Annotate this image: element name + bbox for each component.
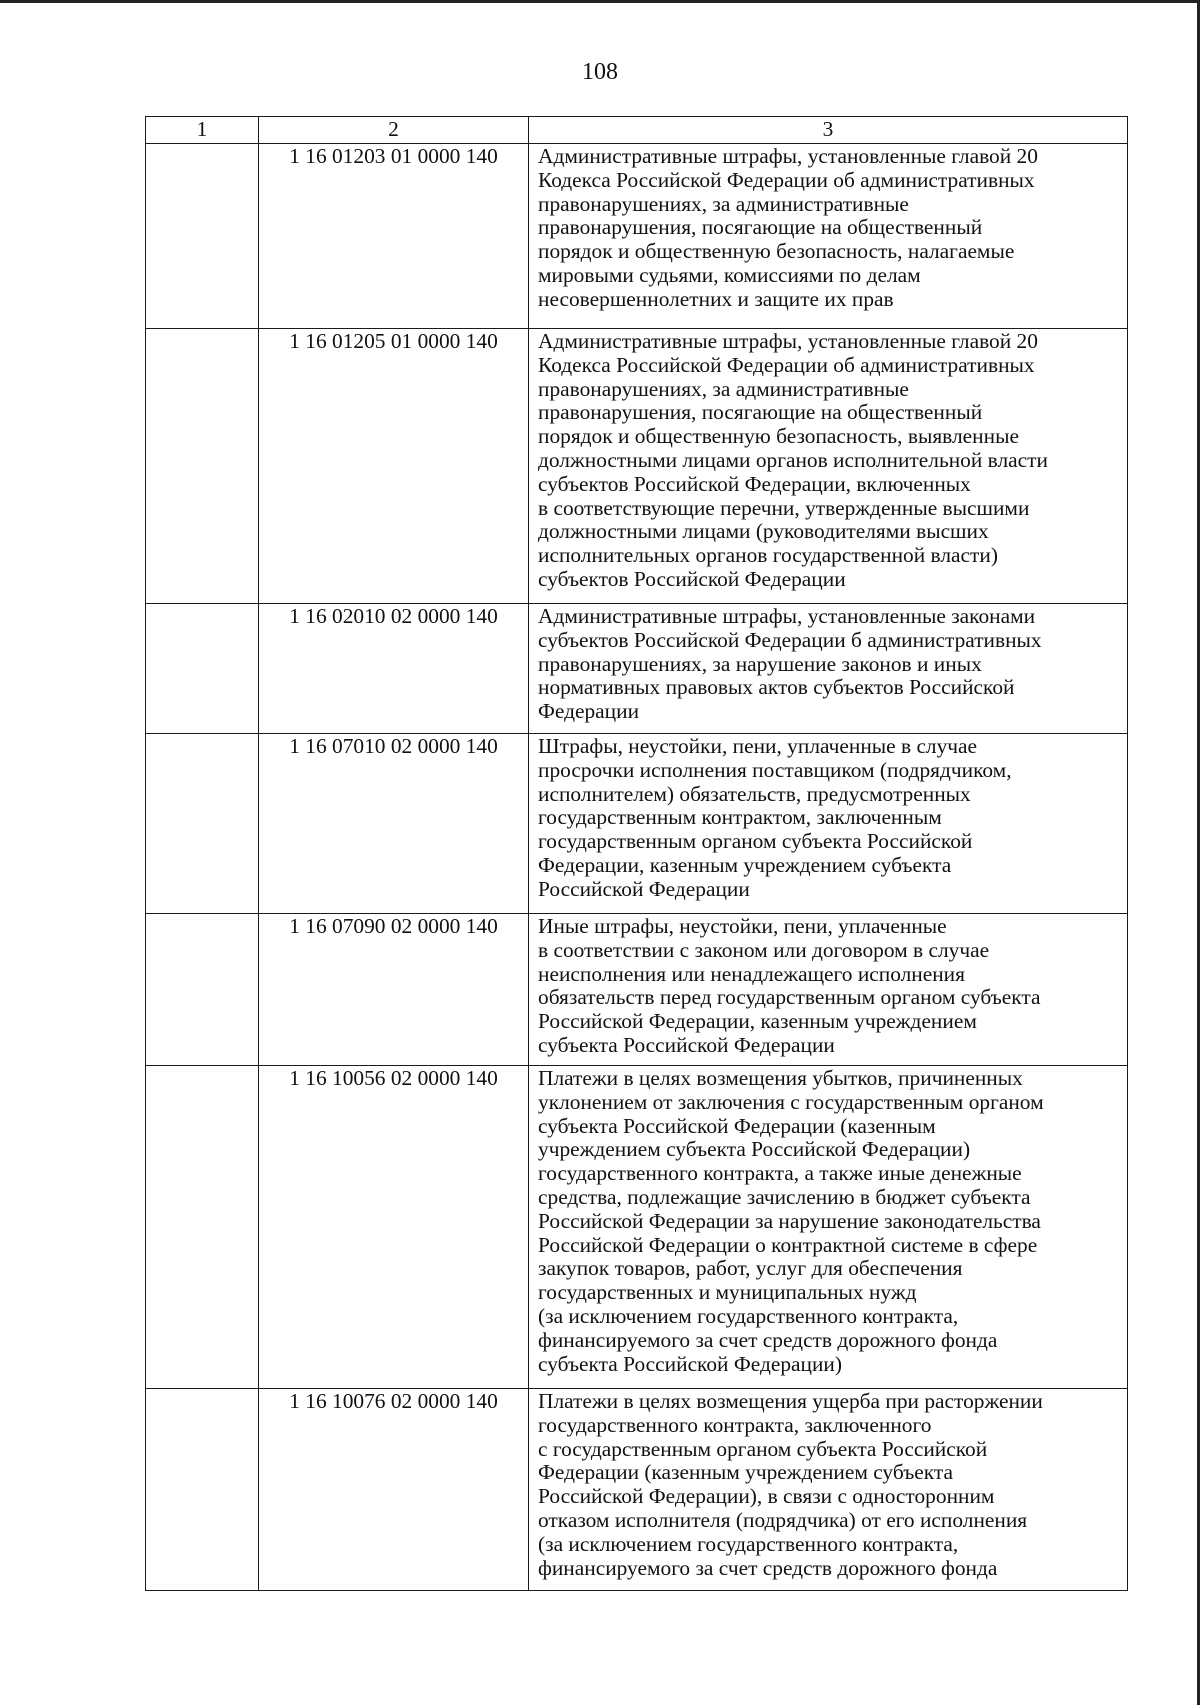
- table-header-row: [146, 117, 1128, 144]
- income-description: Административные штрафы, установленные законами субъектов Российской Федерации б административных правонарушениях, за нарушение законов и иных нормативных правовых актов субъектов Российской Федерации: [529, 604, 1128, 734]
- income-description: Штрафы, неустойки, пени, уплаченные в случае просрочки исполнения поставщиком (подрядчиком, исполнителем) обязательств, предусмотренных государственным контрактом, заключенным государственным органом субъекта Российской Федерации, казенным учреждением субъекта Российской Федерации: [529, 734, 1128, 914]
- row-col1-cell: [146, 604, 259, 734]
- income-description: Административные штрафы, установленные главой 20 Кодекса Российской Федерации об административных правонарушениях, за административные правонарушения, посягающие на общественный порядок и общественную безопасность, выявленные должностными лицами органов исполнительной власти субъектов Российской Федерации, включенных в соответствующие перечни, утвержденные высшими должностными лицами (руководителями высших исполнительных органов государственной власти) субъектов Российской Федерации: [529, 329, 1128, 604]
- budget-code: 1 16 10056 02 0000 140: [259, 1066, 529, 1389]
- row-col1-cell: [146, 734, 259, 914]
- table-row: [146, 734, 1128, 914]
- row-col1-cell: [146, 1389, 259, 1591]
- scan-edge-top: [0, 0, 1200, 3]
- page-number: 108: [582, 59, 618, 85]
- table-row: [146, 914, 1128, 1066]
- row-col1-cell: [146, 1066, 259, 1389]
- table-row: [146, 144, 1128, 329]
- budget-code-table: [145, 116, 1128, 1591]
- table-row: [146, 329, 1128, 604]
- table-row: [146, 1066, 1128, 1389]
- budget-code: 1 16 01205 01 0000 140: [259, 329, 529, 604]
- table-row: [146, 604, 1128, 734]
- table-row: [146, 1389, 1128, 1591]
- column-header-1: 1: [146, 117, 259, 144]
- income-description: Административные штрафы, установленные главой 20 Кодекса Российской Федерации об административных правонарушениях, за административные правонарушения, посягающие на общественный порядок и общественную безопасность, налагаемые мировыми судьями, комиссиями по делам несовершеннолетних и защите их прав: [529, 144, 1128, 329]
- budget-code: 1 16 01203 01 0000 140: [259, 144, 529, 329]
- row-col1-cell: [146, 329, 259, 604]
- row-col1-cell: [146, 144, 259, 329]
- budget-code: 1 16 07090 02 0000 140: [259, 914, 529, 1066]
- income-description: Платежи в целях возмещения убытков, причиненных уклонением от заключения с государственным органом субъекта Российской Федерации (казенным учреждением субъекта Российской Федерации) государственного контракта, а также иные денежные средства, подлежащие зачислению в бюджет субъекта Российской Федерации за нарушение законодательства Российской Федерации о контрактной системе в сфере закупок товаров, работ, услуг для обеспечения государственных и муниципальных нужд (за исключением государственного контракта, финансируемого за счет средств дорожного фонда субъекта Российской Федерации): [529, 1066, 1128, 1389]
- row-col1-cell: [146, 914, 259, 1066]
- budget-code: 1 16 10076 02 0000 140: [259, 1389, 529, 1591]
- budget-code: 1 16 07010 02 0000 140: [259, 734, 529, 914]
- income-description: Платежи в целях возмещения ущерба при расторжении государственного контракта, заключенного с государственным органом субъекта Российской Федерации (казенным учреждением субъекта Российской Федерации), в связи с односторонним отказом исполнителя (подрядчика) от его исполнения (за исключением государственного контракта, финансируемого за счет средств дорожного фонда: [529, 1389, 1128, 1591]
- column-header-2: 2: [259, 117, 529, 144]
- income-description: Иные штрафы, неустойки, пени, уплаченные в соответствии с законом или договором в случае неисполнения или ненадлежащего исполнения обязательств перед государственным органом субъекта Российской Федерации, казенным учреждением субъекта Российской Федерации: [529, 914, 1128, 1066]
- budget-code: 1 16 02010 02 0000 140: [259, 604, 529, 734]
- column-header-3: 3: [529, 117, 1128, 144]
